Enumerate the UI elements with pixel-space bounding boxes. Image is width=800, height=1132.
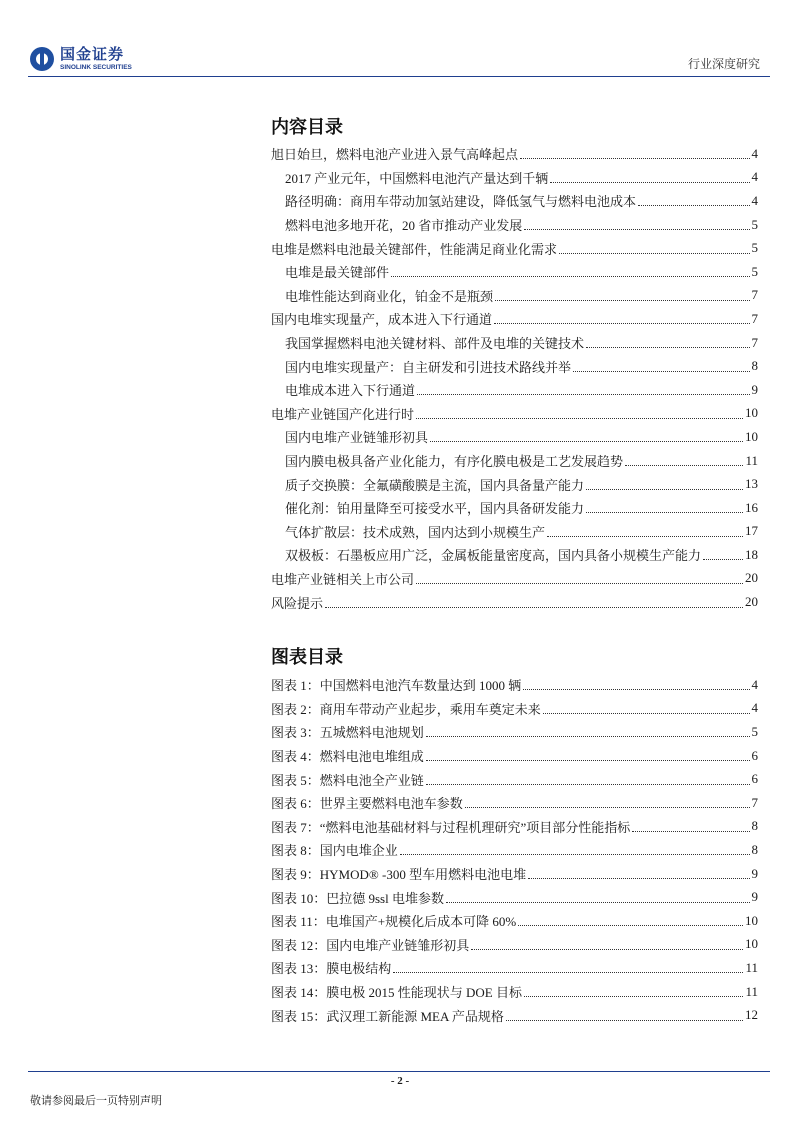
toc-entry-text: 2017 产业元年，中国燃料电池汽产量达到千辆 [285, 170, 549, 186]
figure-entry[interactable] [271, 744, 758, 768]
toc-entry-page: 11 [745, 452, 758, 468]
toc-entry-text: 电堆产业链国产化进行时 [271, 406, 415, 422]
figure-entry-text: 图表 15：武汉理工新能源 MEA 产品规格 [271, 1008, 504, 1024]
figure-entry[interactable] [271, 885, 758, 909]
toc-entry-page: 7 [751, 310, 758, 326]
toc-entry-page: 4 [751, 145, 758, 161]
figure-entry-text: 图表 9：HYMOD® -300 型车用燃料电池电堆 [271, 867, 527, 883]
figure-entry-text: 图表 8：国内电堆企业 [271, 843, 398, 859]
figure-entry-page: 7 [751, 794, 758, 810]
toc-entry-text: 燃料电池多地开花，20 省市推动产业发展 [285, 218, 523, 234]
toc-entry-text: 风险提示 [271, 595, 324, 611]
figure-entry[interactable] [271, 791, 758, 815]
toc-entry[interactable] [271, 402, 758, 426]
toc-entry-page: 13 [745, 476, 758, 492]
figure-entry-text: 图表 2：商用车带动产业起步，乘用车奠定未来 [271, 701, 541, 717]
dot-leader [586, 347, 749, 348]
dot-leader [523, 689, 749, 690]
toc-entry-page: 7 [751, 287, 758, 303]
brand-logo [30, 44, 132, 74]
dot-leader [506, 1020, 743, 1021]
figure-entry[interactable] [271, 933, 758, 957]
figure-entry-text: 图表 13：膜电极结构 [271, 961, 392, 977]
toc-entry[interactable] [271, 213, 758, 237]
toc-entry[interactable] [271, 496, 758, 520]
figure-entry-text: 图表 12：国内电堆产业链雏形初具 [271, 937, 470, 953]
toc-entry-text: 电堆是最关键部件 [285, 265, 390, 281]
brand-name-en: SINOLINK SECURITIES [60, 63, 132, 71]
toc-title: 内容目录 [271, 117, 343, 137]
dot-leader [703, 559, 743, 560]
figures-list [271, 673, 758, 1027]
brand-name-cn: 国金证券 [60, 45, 125, 63]
dot-leader [393, 972, 743, 973]
figure-entry-page: 9 [751, 889, 758, 905]
dot-leader [524, 996, 744, 997]
dot-leader [426, 736, 750, 737]
toc-entry-page: 20 [745, 594, 758, 610]
figure-entry[interactable] [271, 767, 758, 791]
dot-leader [400, 854, 750, 855]
toc-entry-page: 10 [745, 405, 758, 421]
figure-entry-text: 图表 4：燃料电池电堆组成 [271, 749, 424, 765]
toc-entry[interactable] [271, 449, 758, 473]
dot-leader [426, 784, 750, 785]
dot-leader [430, 441, 743, 442]
figure-entry[interactable] [271, 909, 758, 933]
toc-entry-text: 电堆是燃料电池最关键部件，性能满足商业化需求 [271, 241, 558, 257]
toc-entry[interactable] [271, 520, 758, 544]
figure-entry[interactable] [271, 815, 758, 839]
toc-entry-page: 7 [751, 334, 758, 350]
dot-leader [573, 371, 749, 372]
dot-leader [632, 831, 749, 832]
toc-entry[interactable] [271, 354, 758, 378]
toc-entry[interactable] [271, 543, 758, 567]
dot-leader [528, 878, 749, 879]
figure-entry-page: 8 [751, 841, 758, 857]
dot-leader [550, 182, 749, 183]
toc-entry[interactable] [271, 284, 758, 308]
figure-entry-page: 4 [751, 700, 758, 716]
figure-entry[interactable] [271, 956, 758, 980]
figure-entry-text: 图表 11：电堆国产+规模化后成本可降 60% [271, 914, 517, 930]
figure-entry-page: 10 [745, 936, 758, 952]
toc-entry-page: 8 [751, 358, 758, 374]
figure-entry-page: 12 [745, 1007, 758, 1023]
toc-entry-page: 20 [745, 570, 758, 586]
sinolink-logo-icon [30, 47, 54, 71]
toc-entry-page: 16 [745, 499, 758, 515]
dot-leader [416, 583, 743, 584]
toc-entry-page: 4 [751, 169, 758, 185]
dot-leader [638, 205, 749, 206]
toc-entry-page: 9 [751, 381, 758, 397]
figure-entry[interactable] [271, 697, 758, 721]
figure-entry-text: 图表 3：五城燃料电池规划 [271, 725, 424, 741]
toc-entry[interactable] [271, 425, 758, 449]
toc-entry-text: 双极板：石墨板应用广泛，金属板能量密度高，国内具备小规模生产能力 [285, 548, 702, 564]
toc-entry[interactable] [271, 307, 758, 331]
toc-entry[interactable] [271, 142, 758, 166]
footer-divider [28, 1071, 770, 1072]
dot-leader [543, 713, 750, 714]
figure-entry[interactable] [271, 980, 758, 1004]
toc-entry-text: 国内电堆产业链雏形初具 [285, 430, 429, 446]
dot-leader [446, 902, 750, 903]
toc-entry-page: 5 [751, 263, 758, 279]
toc-entry[interactable] [271, 189, 758, 213]
figure-entry[interactable] [271, 673, 758, 697]
toc-entry-text: 国内膜电极具备产业化能力，有序化膜电极是工艺发展趋势 [285, 454, 624, 470]
toc-entry[interactable] [271, 378, 758, 402]
figure-entry-page: 8 [751, 818, 758, 834]
figure-entry[interactable] [271, 838, 758, 862]
dot-leader [426, 760, 750, 761]
toc-list [271, 142, 758, 614]
dot-leader [586, 489, 743, 490]
toc-entry-text: 电堆成本进入下行通道 [285, 383, 416, 399]
figure-entry-text: 图表 14：膜电极 2015 性能现状与 DOE 目标 [271, 985, 522, 1001]
toc-entry-text: 国内电堆实现量产：自主研发和引进技术路线并举 [285, 359, 572, 375]
dot-leader [559, 253, 749, 254]
toc-entry-page: 10 [745, 428, 758, 444]
figure-entry-page: 6 [751, 771, 758, 787]
dot-leader [494, 323, 749, 324]
figure-entry-text: 图表 1：中国燃料电池汽车数量达到 1000 辆 [271, 678, 522, 694]
toc-entry-text: 我国掌握燃料电池关键材料、部件及电堆的关键技术 [285, 336, 585, 352]
toc-entry-page: 18 [745, 546, 758, 562]
brand-text [60, 47, 132, 72]
dot-leader [471, 949, 743, 950]
figure-entry-text: 图表 6：世界主要燃料电池车参数 [271, 796, 463, 812]
toc-entry-page: 17 [745, 523, 758, 539]
figure-entry-page: 11 [745, 959, 758, 975]
dot-leader [495, 300, 749, 301]
dot-leader [416, 418, 743, 419]
figure-entry-page: 6 [751, 747, 758, 763]
report-type-label: 行业深度研究 [687, 57, 760, 71]
header-divider [28, 76, 770, 77]
dot-leader [547, 536, 743, 537]
figure-entry-page: 10 [745, 912, 758, 928]
toc-entry-text: 气体扩散层：技术成熟，国内达到小规模生产 [285, 524, 546, 540]
toc-entry-page: 4 [751, 192, 758, 208]
dot-leader [520, 158, 749, 159]
toc-entry-text: 质子交换膜：全氟磺酸膜是主流，国内具备量产能力 [285, 477, 585, 493]
dot-leader [524, 229, 749, 230]
figure-entry[interactable] [271, 720, 758, 744]
toc-entry[interactable] [271, 567, 758, 591]
figure-entry-page: 9 [751, 865, 758, 881]
toc-entry[interactable] [271, 260, 758, 284]
toc-entry-text: 国内电堆实现量产，成本进入下行通道 [271, 312, 493, 328]
figure-entry-page: 4 [751, 676, 758, 692]
toc-entry-text: 电堆性能达到商业化，铂金不是瓶颈 [285, 288, 494, 304]
dot-leader [391, 276, 749, 277]
toc-entry[interactable] [271, 590, 758, 614]
figure-entry-page: 11 [745, 983, 758, 999]
figure-entry-page: 5 [751, 723, 758, 739]
toc-entry-page: 5 [751, 240, 758, 256]
dot-leader [417, 394, 749, 395]
figures-title: 图表目录 [271, 647, 343, 667]
dot-leader [586, 512, 743, 513]
figure-entry-text: 图表 10：巴拉德 9ssl 电堆参数 [271, 890, 444, 906]
toc-entry-text: 催化剂：铂用量降至可接受水平，国内具备研发能力 [285, 501, 585, 517]
figure-entry-text: 图表 5：燃料电池全产业链 [271, 772, 424, 788]
toc-entry[interactable] [271, 472, 758, 496]
toc-entry[interactable] [271, 166, 758, 190]
page-number: - 2 - [390, 1075, 410, 1087]
disclaimer-note: 敬请参阅最后一页特别声明 [30, 1095, 162, 1107]
dot-leader [518, 925, 743, 926]
toc-entry-text: 电堆产业链相关上市公司 [271, 571, 415, 587]
toc-entry-page: 5 [751, 216, 758, 232]
figure-entry[interactable] [271, 1003, 758, 1027]
toc-entry-text: 路径明确：商用车带动加氢站建设，降低氢气与燃料电池成本 [285, 194, 637, 210]
toc-entry-text: 旭日始旦，燃料电池产业进入景气高峰起点 [271, 147, 519, 163]
toc-entry[interactable] [271, 331, 758, 355]
figure-entry-text: 图表 7：“燃料电池基础材料与过程机理研究”项目部分性能指标 [271, 819, 631, 835]
dot-leader [625, 465, 743, 466]
dot-leader [325, 607, 743, 608]
figure-entry[interactable] [271, 862, 758, 886]
toc-entry[interactable] [271, 236, 758, 260]
dot-leader [465, 807, 750, 808]
